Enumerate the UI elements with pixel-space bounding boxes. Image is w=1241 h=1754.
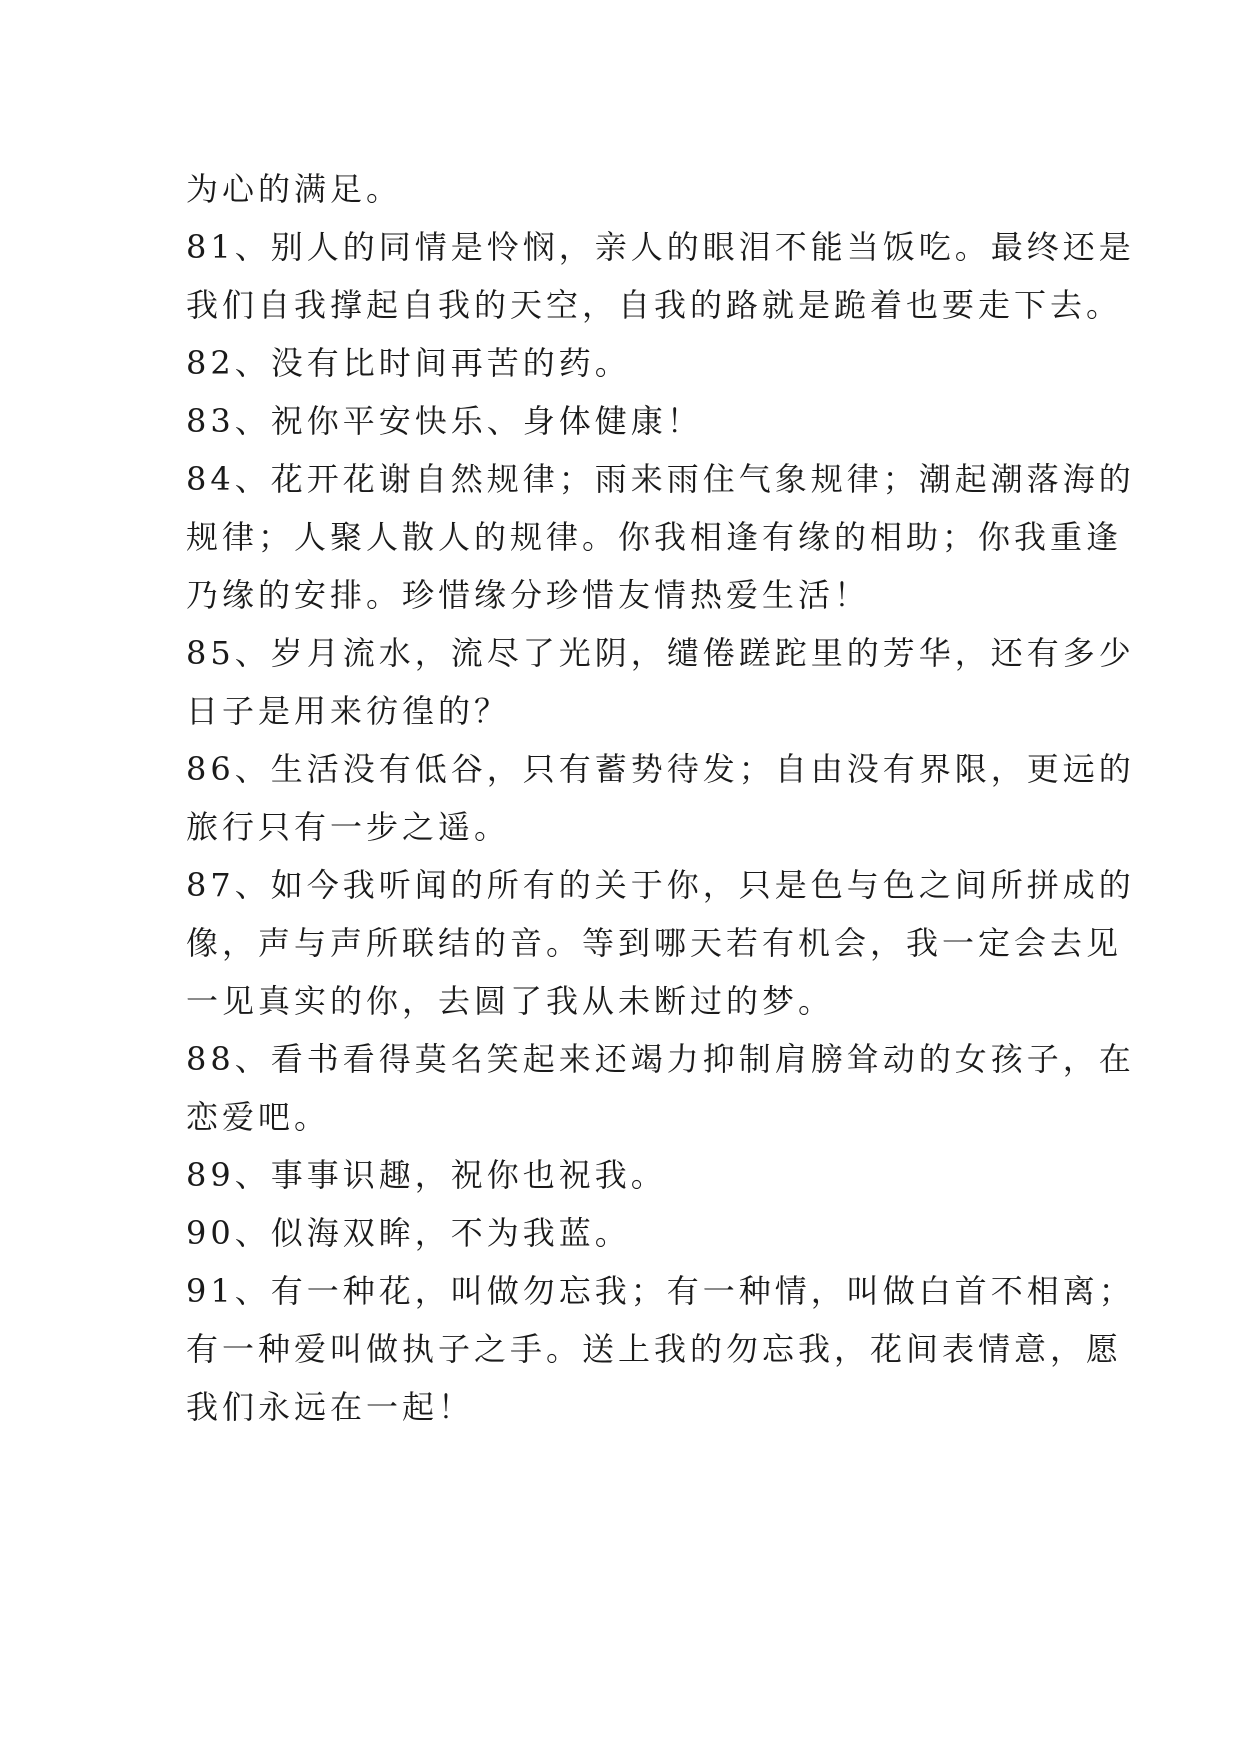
text-line: 像，声与声所联结的音。等到哪天若有机会，我一定会去见 [186, 924, 1123, 962]
text-line: 88、看书看得莫名笑起来还竭力抑制肩膀耸动的女孩子，在 [186, 1040, 1135, 1078]
text-line: 为心的满足。 [186, 170, 403, 208]
text-line: 日子是用来彷徨的？ [186, 692, 511, 730]
text-line: 旅行只有一步之遥。 [186, 808, 511, 846]
text-line: 恋爱吧。 [186, 1098, 331, 1136]
text-line: 82、没有比时间再苦的药。 [186, 344, 631, 382]
text-line: 91、有一种花，叫做勿忘我；有一种情，叫做白首不相离； [186, 1272, 1135, 1310]
text-line: 85、岁月流水，流尽了光阴，缱倦蹉跎里的芳华，还有多少 [186, 634, 1135, 672]
text-line: 有一种爱叫做执子之手。送上我的勿忘我，花间表情意，愿 [186, 1330, 1123, 1368]
text-line: 一见真实的你，去圆了我从未断过的梦。 [186, 982, 835, 1020]
text-line: 84、花开花谢自然规律；雨来雨住气象规律；潮起潮落海的 [186, 460, 1135, 498]
text-line: 81、别人的同情是怜悯，亲人的眼泪不能当饭吃。最终还是 [186, 228, 1135, 266]
text-line: 86、生活没有低谷，只有蓄势待发；自由没有界限，更远的 [186, 750, 1135, 788]
text-line: 90、似海双眸，不为我蓝。 [186, 1214, 631, 1252]
document-body [186, 160, 1135, 1436]
text-line: 规律；人聚人散人的规律。你我相逢有缘的相助；你我重逢 [186, 518, 1123, 556]
text-line: 83、祝你平安快乐、身体健康！ [186, 402, 703, 440]
text-line: 我们永远在一起！ [186, 1388, 475, 1426]
text-line: 乃缘的安排。珍惜缘分珍惜友情热爱生活！ [186, 576, 871, 614]
text-line: 89、事事识趣，祝你也祝我。 [186, 1156, 667, 1194]
text-line: 87、如今我听闻的所有的关于你，只是色与色之间所拼成的 [186, 866, 1135, 904]
text-line: 我们自我撑起自我的天空，自我的路就是跪着也要走下去。 [186, 286, 1123, 324]
